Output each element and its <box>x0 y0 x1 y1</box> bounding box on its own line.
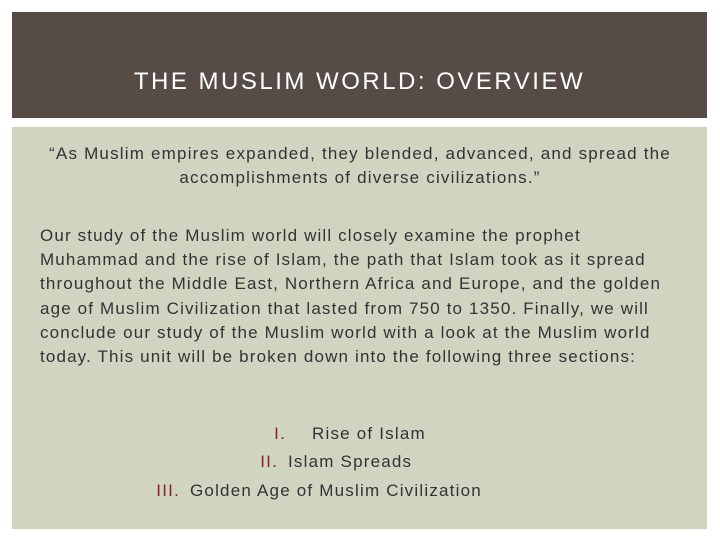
section-label: Rise of Islam <box>312 424 426 443</box>
title-bar <box>12 12 707 118</box>
section-item-rise-of-islam <box>248 424 426 452</box>
section-label: Golden Age of Muslim Civilization <box>190 481 482 500</box>
section-label: Islam Spreads <box>288 452 413 471</box>
section-item-golden-age <box>150 481 482 509</box>
section-numeral: III. <box>156 481 180 500</box>
quote-text: “As Muslim empires expanded, they blended, advanced, and spread the accomplishments of diverse civilizations.” <box>49 144 671 187</box>
body-paragraph: Our study of the Muslim world will closely examine the prophet Muhammad and the rise of Islam, the path that Islam took as it spread throughout the Middle East, Northern Africa and Europe, and the golden age of Muslim Civilization that lasted from 750 to 1350. Finally, we will conclude our study of the Muslim world with a look at the Muslim world today. This unit will be broken down into the following three sections: <box>40 226 662 367</box>
slide-title: THE MUSLIM WORLD: OVERVIEW <box>133 68 586 95</box>
section-numeral: II. <box>260 452 278 471</box>
section-numeral: I. <box>274 424 286 443</box>
section-item-islam-spreads <box>248 452 412 480</box>
